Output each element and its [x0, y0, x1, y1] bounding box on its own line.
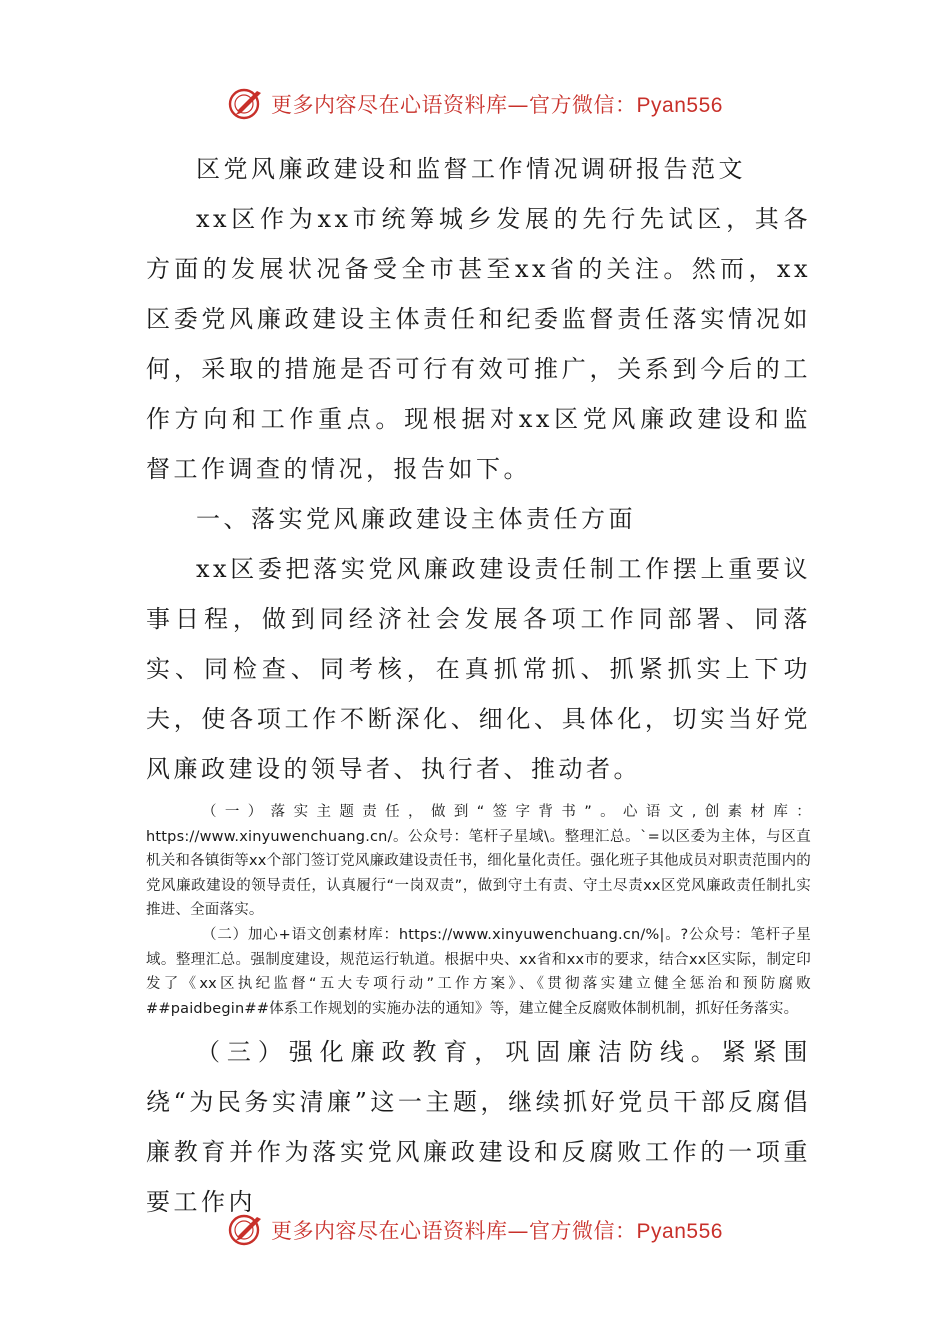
item-paragraph-3: （三）强化廉政教育，巩固廉洁防线。紧紧围绕“为民务实清廉”这一主题，继续抓好党员干部反腐倡廉教育并作为落实党风廉政建设和反腐败工作的一项重要工作内: [146, 1038, 811, 1217]
wechat-id: Pyan556: [636, 1220, 723, 1243]
section-heading: 一、落实党风廉政建设主体责任方面: [196, 505, 636, 533]
stamp-logo-icon: [227, 1211, 265, 1249]
banner-text: 更多内容尽在心语资料库—官方微信：Pyan556: [271, 93, 723, 117]
header-banner: [0, 82, 950, 126]
item-paragraph-2: （二）加心+语文创素材库：https://www.xinyuwenchuang.cn/%|。?公众号：笔杆子星域。整理汇总。强制度建设，规范运行轨道。根据中央、xx省和xx市的要求，结合xx区实际，制定印发了《xx区执纪监督“五大专项行动”工作方案》、《贯彻落实建立健全惩治和预防腐败##paidbegin##体系工作规划的实施办法的通知》等，建立健全反腐败体制机制，抓好任务落实。: [146, 926, 811, 1017]
small-print-block: [146, 800, 811, 1021]
document-title: 区党风廉政建设和监督工作情况调研报告范文: [196, 155, 746, 183]
intro-paragraph: xx区作为xx市统筹城乡发展的先行先试区，其各方面的发展状况备受全市甚至xx省的关注。然而，xx区委党风廉政建设主体责任和纪委监督责任落实情况如何，采取的措施是否可行有效可推广，关系到今后的工作方向和工作重点。现根据对xx区党风廉政建设和监督工作调查的情况，报告如下。: [146, 205, 811, 483]
banner-text: 更多内容尽在心语资料库—官方微信：Pyan556: [271, 1219, 723, 1243]
document-body: [146, 144, 811, 1227]
item-paragraph-1: （一）落实主题责任，做到“签字背书”。心语文,创素材库：https://www.xinyuwenchuang.cn/。公众号：笔杆子星域\。整理汇总。`=以区委为主体，与区直机关和各镇街等xx个部门签订党风廉政建设责任书，细化量化责任。强化班子其他成员对职责范围内的党风廉政建设的领导责任，认真履行“一岗双责”，做到守土有责、守土尽责xx区党风廉政责任制扎实推进、全面落实。: [146, 804, 811, 919]
section-paragraph: xx区委把落实党风廉政建设责任制工作摆上重要议事日程，做到同经济社会发展各项工作同部署、同落实、同检查、同考核，在真抓常抓、抓紧抓实上下功夫，使各项工作不断深化、细化、具体化，切实当好党风廉政建设的领导者、执行者、推动者。: [146, 555, 811, 783]
footer-banner: [0, 1208, 950, 1252]
wechat-id: Pyan556: [636, 94, 723, 117]
stamp-logo-icon: [227, 85, 265, 123]
